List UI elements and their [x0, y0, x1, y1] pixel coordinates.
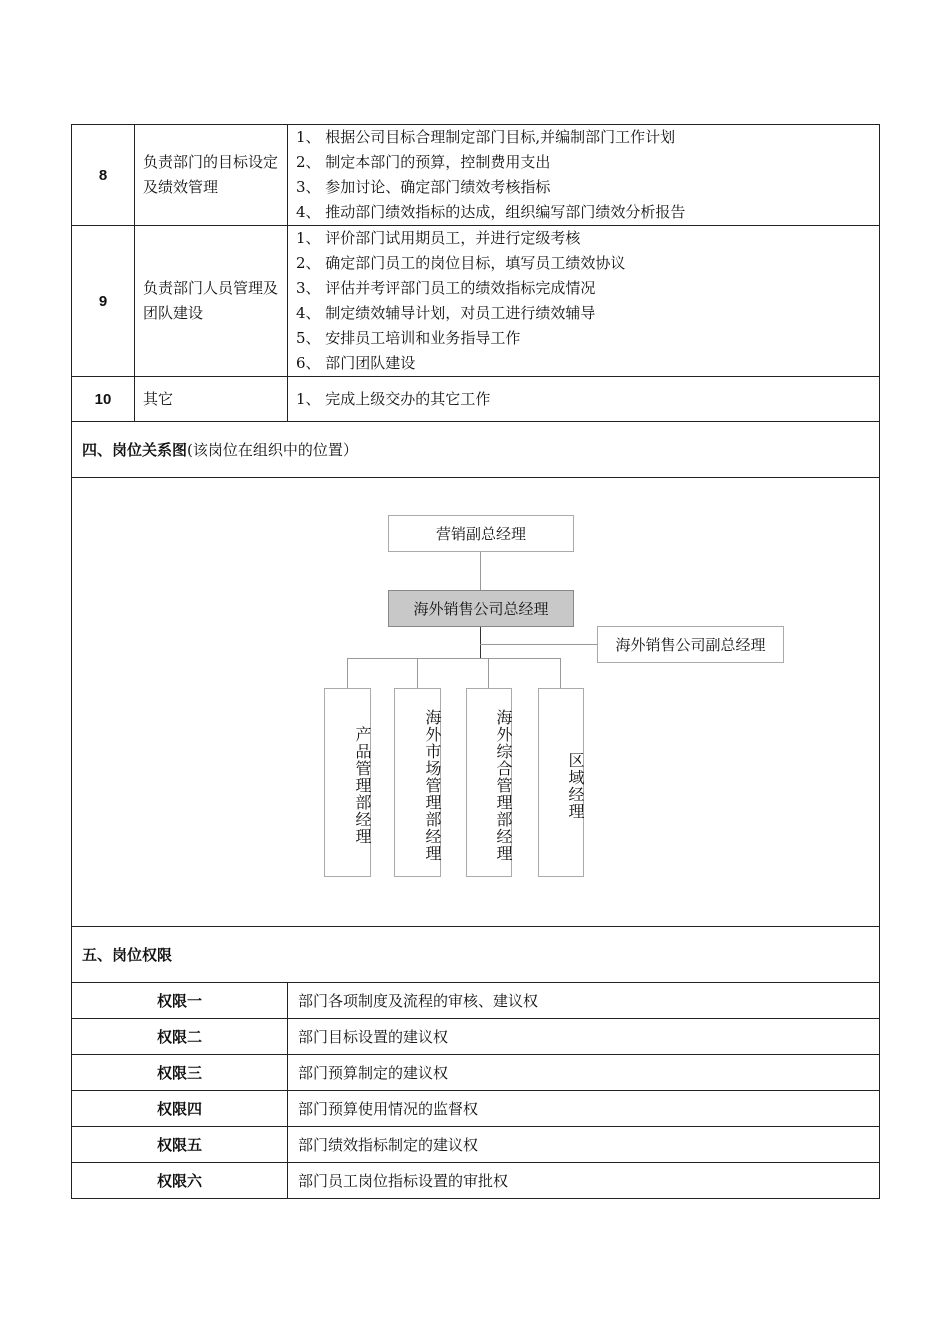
duty-item: 3、 参加讨论、确定部门绩效考核指标 [296, 178, 551, 196]
connector-top-to-current [480, 551, 481, 591]
section5-header-row [72, 927, 880, 983]
permission-desc: 部门目标设置的建议权 [288, 1019, 880, 1055]
org-chart [72, 478, 880, 926]
permission-row [72, 1019, 880, 1055]
duty-item: 4、 制定绩效辅导计划，对员工进行绩效辅导 [296, 304, 596, 322]
permission-desc: 部门预算制定的建议权 [288, 1055, 880, 1091]
duty-number: 8 [72, 125, 135, 226]
connector-children-bar [347, 658, 561, 659]
permission-desc: 部门员工岗位指标设置的审批权 [288, 1163, 880, 1199]
org-box-child-1 [324, 688, 371, 877]
permission-name: 权限三 [72, 1055, 288, 1091]
connector-child-1 [347, 658, 348, 688]
duty-row-9 [72, 226, 880, 377]
duty-item: 4、 推动部门绩效指标的达成，组织编写部门绩效分析报告 [296, 203, 686, 221]
duty-number: 10 [72, 377, 135, 422]
duty-item: 2、 制定本部门的预算，控制费用支出 [296, 153, 551, 171]
org-box-child-label: 海外市场管理部经理 [423, 709, 442, 862]
permission-row [72, 1163, 880, 1199]
connector-child-4 [560, 658, 561, 688]
permission-name: 权限四 [72, 1091, 288, 1127]
connector-child-3 [488, 658, 489, 688]
permission-name: 权限五 [72, 1127, 288, 1163]
duty-items [288, 125, 880, 226]
duty-item: 3、 评估并考评部门员工的绩效指标完成情况 [296, 279, 596, 297]
connector-side [480, 644, 598, 645]
org-box-child-2 [394, 688, 441, 877]
duty-item: 1、 完成上级交办的其它工作 [296, 389, 491, 408]
permission-row [72, 1127, 880, 1163]
permission-desc: 部门绩效指标制定的建议权 [288, 1127, 880, 1163]
duty-row-10 [72, 377, 880, 422]
permission-row [72, 1055, 880, 1091]
org-chart-row [72, 478, 880, 927]
duties-table [71, 124, 880, 983]
duty-title: 负责部门的目标设定及绩效管理 [135, 125, 288, 226]
org-box-vp-marketing: 营销副总经理 [388, 515, 574, 552]
permission-desc: 部门各项制度及流程的审核、建议权 [288, 983, 880, 1019]
permission-desc: 部门预算使用情况的监督权 [288, 1091, 880, 1127]
duty-row-8 [72, 125, 880, 226]
duty-item: 1、 根据公司目标合理制定部门目标,并编制部门工作计划 [296, 128, 676, 146]
connector-current-down [480, 626, 481, 658]
section5-heading-bold: 五、岗位权限 [82, 946, 173, 964]
org-box-deputy-gm: 海外销售公司副总经理 [597, 626, 784, 663]
org-box-current-position: 海外销售公司总经理 [388, 590, 574, 627]
section4-header-row [72, 422, 880, 478]
section4-heading-bold: 四、岗位关系图 [82, 441, 188, 459]
duty-item: 5、 安排员工培训和业务指导工作 [296, 329, 521, 347]
duty-item: 1、 评价部门试用期员工，并进行定级考核 [296, 229, 581, 247]
section5-heading [72, 927, 880, 983]
org-box-child-3 [466, 688, 512, 877]
job-description-sheet [71, 124, 879, 1199]
permission-name: 权限二 [72, 1019, 288, 1055]
duty-items [288, 226, 880, 377]
duty-title: 负责部门人员管理及团队建设 [135, 226, 288, 377]
permission-name: 权限一 [72, 983, 288, 1019]
duty-items [288, 377, 880, 422]
duty-item: 6、 部门团队建设 [296, 354, 416, 372]
connector-child-2 [417, 658, 418, 688]
permissions-table [71, 982, 880, 1199]
section4-heading-note: (该岗位在组织中的位置） [187, 441, 358, 459]
org-box-child-label: 产品管理部经理 [353, 726, 372, 845]
org-box-child-label: 区域经理 [566, 751, 585, 820]
org-box-child-4 [538, 688, 584, 877]
section4-heading [72, 422, 880, 478]
duty-title: 其它 [135, 377, 288, 422]
duty-item: 2、 确定部门员工的岗位目标，填写员工绩效协议 [296, 254, 626, 272]
duty-number: 9 [72, 226, 135, 377]
org-chart-cell [72, 478, 880, 927]
permission-row [72, 1091, 880, 1127]
org-box-child-label: 海外综合管理部经理 [494, 709, 513, 862]
permission-name: 权限六 [72, 1163, 288, 1199]
permission-row [72, 983, 880, 1019]
